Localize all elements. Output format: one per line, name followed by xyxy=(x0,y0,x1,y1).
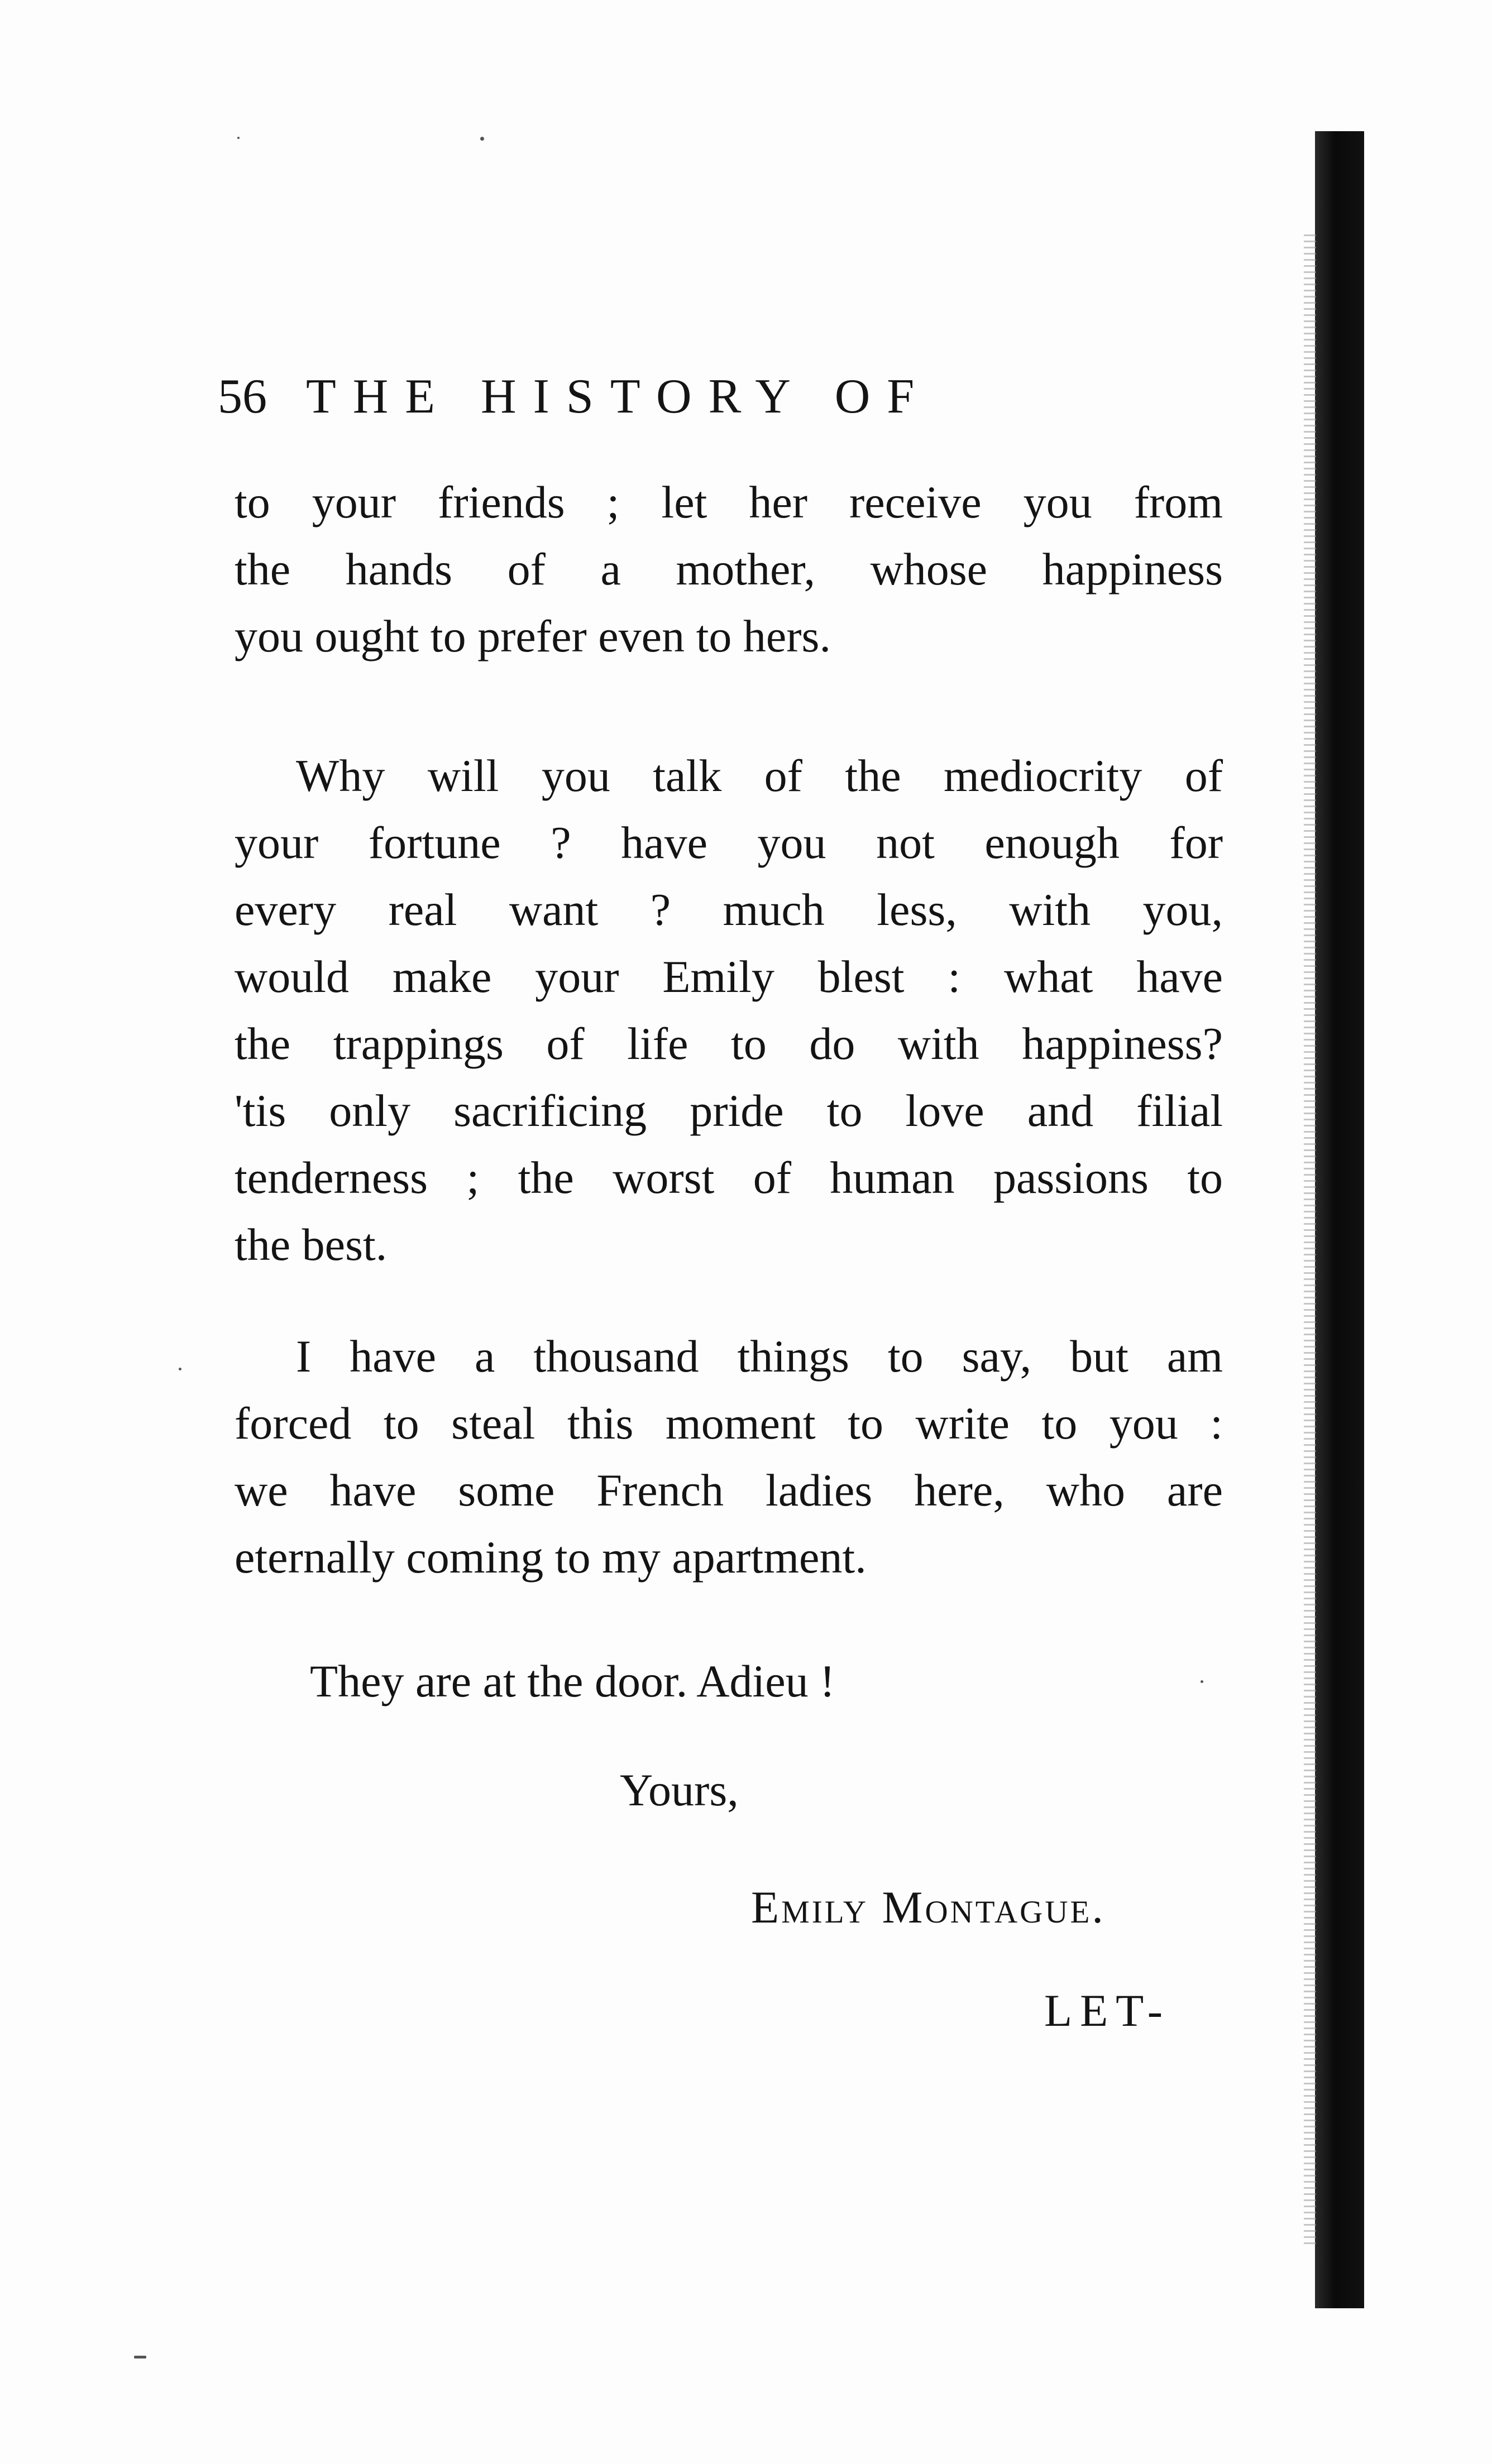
paragraph-2 xyxy=(235,742,1223,1278)
ink-speck xyxy=(179,1368,181,1370)
text-line: 'tis only sacrificing pride to love and filial xyxy=(235,1085,1223,1136)
text-line: we have some French ladies here, who are xyxy=(235,1465,1223,1516)
text-line: I have a thousand things to say, but am xyxy=(296,1331,1223,1382)
text-line: to your friends ; let her receive you from xyxy=(235,477,1223,528)
text-line: forced to steal this moment to write to you : xyxy=(235,1398,1223,1449)
closing-line: They are at the door. Adieu ! xyxy=(310,1656,835,1706)
text-line: eternally coming to my apartment. xyxy=(235,1532,867,1583)
text-line: tenderness ; the worst of human passions to xyxy=(235,1152,1223,1203)
text-line: the best. xyxy=(235,1219,388,1270)
text-line: you ought to prefer even to hers. xyxy=(235,611,831,661)
text-line: Why will you talk of the mediocrity of xyxy=(296,750,1223,801)
ink-speck xyxy=(1201,1680,1203,1683)
page-number: 56 xyxy=(218,370,267,424)
text-line: the trappings of life to do with happiness? xyxy=(235,1018,1223,1069)
text-line: the hands of a mother, whose happiness xyxy=(235,544,1223,595)
paragraph-1 xyxy=(235,469,1223,670)
ink-speck xyxy=(134,2356,146,2358)
catchword: LET- xyxy=(1044,1985,1171,2036)
ink-speck xyxy=(237,137,240,139)
text-line: every real want ? much less, with you, xyxy=(235,884,1223,935)
signature: Emily Montague. xyxy=(751,1882,1106,1933)
ink-speck xyxy=(480,137,484,141)
text-line: would make your Emily blest : what have xyxy=(235,951,1223,1002)
text-line: your fortune ? have you not enough for xyxy=(235,817,1223,868)
running-header xyxy=(218,368,1111,441)
paragraph-3 xyxy=(235,1323,1223,1591)
page-edge-texture xyxy=(1304,234,1316,2244)
running-title: THE HISTORY OF xyxy=(306,370,931,424)
salutation: Yours, xyxy=(620,1765,739,1815)
book-spine-shadow xyxy=(1315,131,1364,2308)
